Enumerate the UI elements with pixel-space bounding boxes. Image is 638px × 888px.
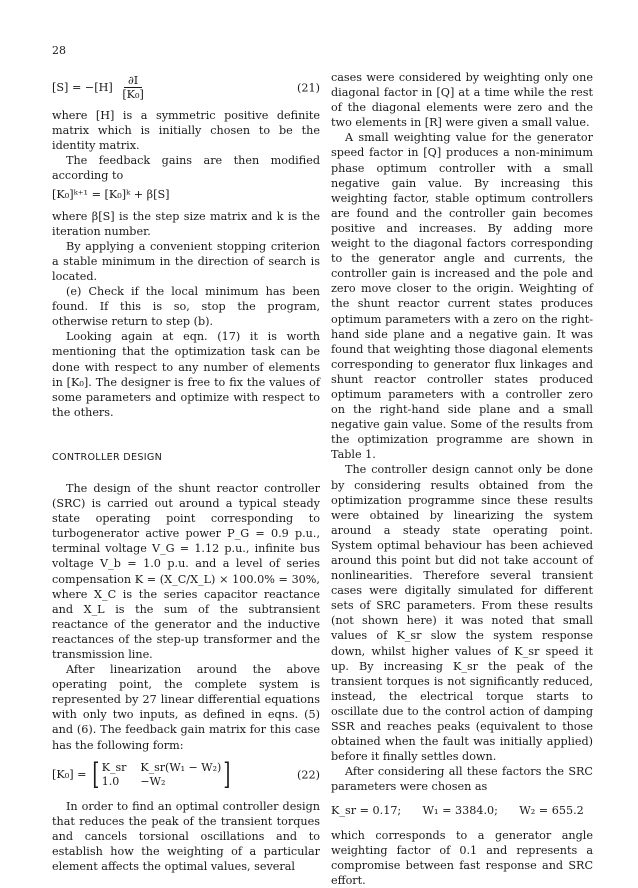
paragraph: A small weighting value for the generator speed factor in [Q] produces a non-minimum phase optimum controller with a small negative gain value. By increasing this weighting factor, stable optimum controllers are found and the controller gain becomes positive and increases. By adding more weight to the diagonal factors corresponding to the generator angle and currents, the controller gain is increased and the pole and zero move closer to the origin. Weighting of the shunt reactor current states produces optimum parameters with a zero on the right-hand side plane and a negative gain. It was found that weighting those diagonal elements corresponding to generator flux linkages and shunt reactor controller states produced optimum parameters with a controller zero on the right-hand side plane and a small negative gain value. Some of the results from the optimization programme are shown in Table 1. [331, 131, 593, 462]
update-equation: [K₀]ᵏ⁺¹ = [K₀]ᵏ + β[S] [52, 188, 170, 202]
matrix-cell: K_sr(W₁ − W₂) [140, 760, 222, 774]
chosen-parameters: K_sr = 0.17; W₁ = 3384.0; W₂ = 655.2 [331, 803, 584, 817]
paragraph: The design of the shunt reactor controller (SRC) is carried out around a typical steady state operating point corresponding to turbogenerator active power P_G = 0.9 p.u., terminal voltage V_G = 1.12 p.u., infinite bus voltage V_b = 1.0 p.u. and a level of series compensation K = (X_C/X_L) × 100.0% = 30%, where X_C is the series capacitor reactance and X_L is the sum of the subtransient reactance of the generator and the inductive reactances of the step-up transformer and the transmission line. [52, 481, 320, 661]
matrix-cell: K_sr [101, 760, 127, 774]
equation-21 [52, 74, 320, 102]
paragraph: After linearization around the above operating point, the complete system is represented by 27 linear differential equations with only two inputs, as defined in eqns. (5) and (6). The feedback gain matrix for this case has the following form: [52, 663, 320, 752]
paragraph: Looking again at eqn. (17) it is worth mentioning that the optimization task can be done with respect to any number of elements in [K₀]. The designer is free to fix the values of some parameters and optimize with respect to the others. [52, 330, 320, 419]
eq21-denominator: [K₀] [122, 88, 144, 101]
right-column [331, 70, 593, 888]
eq22-number: (22) [297, 768, 320, 782]
paragraph: where β[S] is the step size matrix and k is the iteration number. [52, 209, 320, 238]
eq21-number: (21) [297, 81, 320, 95]
eq21-lhs: [S] = −[H] [52, 81, 113, 94]
matrix-cell: 1.0 [101, 774, 120, 788]
paragraph: cases were considered by weighting only one diagonal factor in [Q] at a time while the rest of the diagonal elements were zero and the two elements in [R] were given a small value. [331, 71, 593, 130]
eq21-fraction [118, 74, 148, 102]
paragraph: where [H] is a symmetric positive definite matrix which is initially chosen to be the identity matrix. [52, 109, 320, 153]
eq21-numerator: ∂I [124, 74, 142, 88]
paragraph: By applying a convenient stopping criterion a stable minimum in the direction of search is located. [52, 239, 320, 283]
matrix-cell: −W₂ [140, 774, 166, 788]
paragraph: The feedback gains are then modified according to [52, 154, 320, 183]
left-column [52, 70, 320, 874]
paragraph: which corresponds to a generator angle weighting factor of 0.1 and represents a compromise between fast response and SRC effort. [331, 828, 593, 887]
paragraph: (e) Check if the local minimum has been found. If this is so, stop the program, otherwise return to step (b). [52, 285, 320, 329]
page-number: 28 [52, 44, 66, 57]
gain-matrix: [ K_sr K_sr(W₁ − W₂) 1.0 −W₂ ] [92, 756, 231, 792]
paragraph: In order to find an optimal controller design that reduces the peak of the transient torques and cancels torsional oscillations and to establish how the weighting of a particular element affects the optimal values, several [52, 799, 320, 874]
eq22-lhs: [K₀] = [52, 767, 87, 781]
section-heading: CONTROLLER DESIGN [52, 451, 163, 463]
paragraph: After considering all these factors the SRC parameters were chosen as [331, 765, 593, 794]
equation-22 [52, 756, 320, 792]
paragraph: The controller design cannot only be done by considering results obtained from the optimization programme since these results were obtained by linearizing the system around a steady state operating point. System optimal behaviour has been achieved around this point but did not take account of nonlinearities. Therefore several transient cases were digitally simulated for different sets of SRC parameters. From these results (not shown here) it was noted that small values of K_sr slow the system response down, whilst higher values of K_sr speed it up. By increasing K_sr the peak of the transient torques is not significantly reduced, instead, the electrical torque starts to oscillate due to the control action of damping SSR and reaches peaks (equivalent to those obtained when the fault was initially applied) before it finally settles down. [331, 463, 593, 764]
